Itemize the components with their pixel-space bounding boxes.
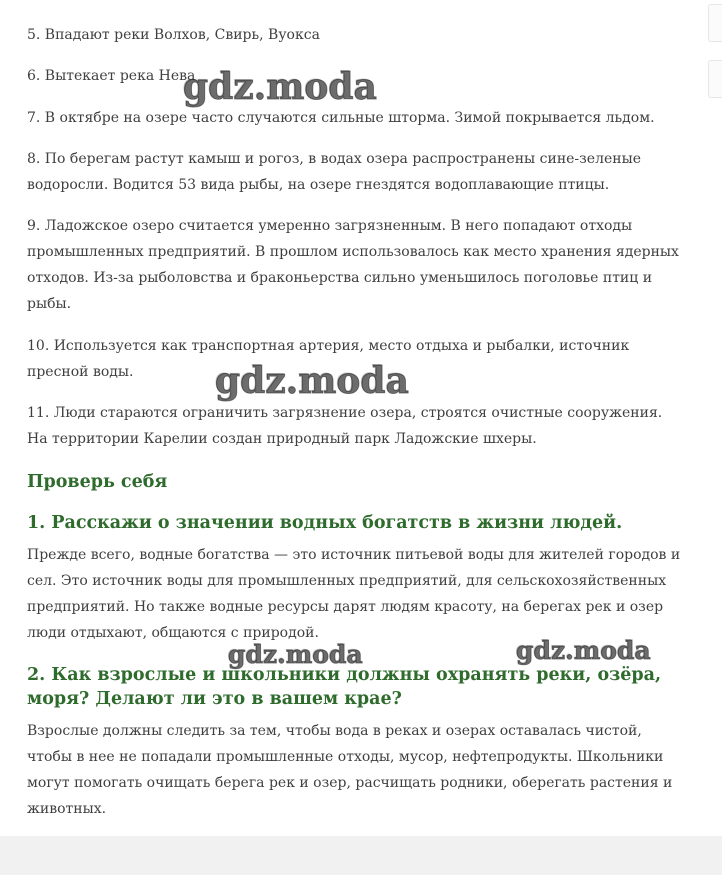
side-widget-edge (708, 4, 722, 42)
watermark: gdz.moda (215, 360, 409, 402)
question-title: 2. Как взрослые и школьники должны охранять реки, озёра, моря? Делают ли это в вашем крае? (27, 665, 662, 709)
question-title: 1. Расскажи о значении водных богатств в жизни людей. (27, 513, 623, 533)
watermark: gdz.moda (228, 640, 363, 669)
list-item: 10. Используется как транспортная артерия, место отдыха и рыбалки, источник пресной воды. (27, 338, 630, 380)
side-widget-edge (708, 60, 722, 98)
question-answer: Взрослые должны следить за тем, чтобы вода в реках и озерах оставалась чистой, чтобы в нее не попадали промышленные отходы, мусор, нефтепродукты. Школьники могут помогать очищать берега рек и озер, расчищать родники, оберегать растения и животных. (27, 723, 673, 817)
list-item: 11. Люди стараются ограничить загрязнение озера, строятся очистные сооружения. На территории Карелии создан природный парк Ладожские шхеры. (27, 405, 663, 447)
cropped-previous-line (0, 0, 722, 4)
list-item: 6. Вытекает река Нева (27, 68, 196, 84)
page-footer-strip (0, 836, 722, 875)
section-title: Проверь себя (27, 472, 168, 492)
list-item: 9. Ладожское озеро считается умеренно загрязненным. В него попадают отходы промышленных предприятий. В прошлом использовалось как место хранения ядерных отходов. Из-за рыболовства и браконьерства сильно уменьшилось поголовье птиц и рыбы. (27, 218, 679, 312)
list-item: 5. Впадают реки Волхов, Свирь, Вуокса (27, 27, 320, 43)
list-item: 7. В октябре на озере часто случаются сильные шторма. Зимой покрывается льдом. (27, 110, 655, 126)
watermark: gdz.moda (516, 636, 651, 665)
list-item: 8. По берегам растут камыш и рогоз, в водах озера распространены сине-зеленые водоросли. Водится 53 вида рыбы, на озере гнездятся водоплавающие птицы. (27, 151, 642, 193)
watermark: gdz.moda (183, 66, 377, 108)
question-answer: Прежде всего, водные богатства — это источник питьевой воды для жителей городов и сел. Это источник воды для промышленных предприятий, для сельскохозяйственных предприятий. Но также водные ресурсы дарят людям красоту, на берегах рек и озер люди отдыхают, общаются с природой. (27, 547, 681, 641)
